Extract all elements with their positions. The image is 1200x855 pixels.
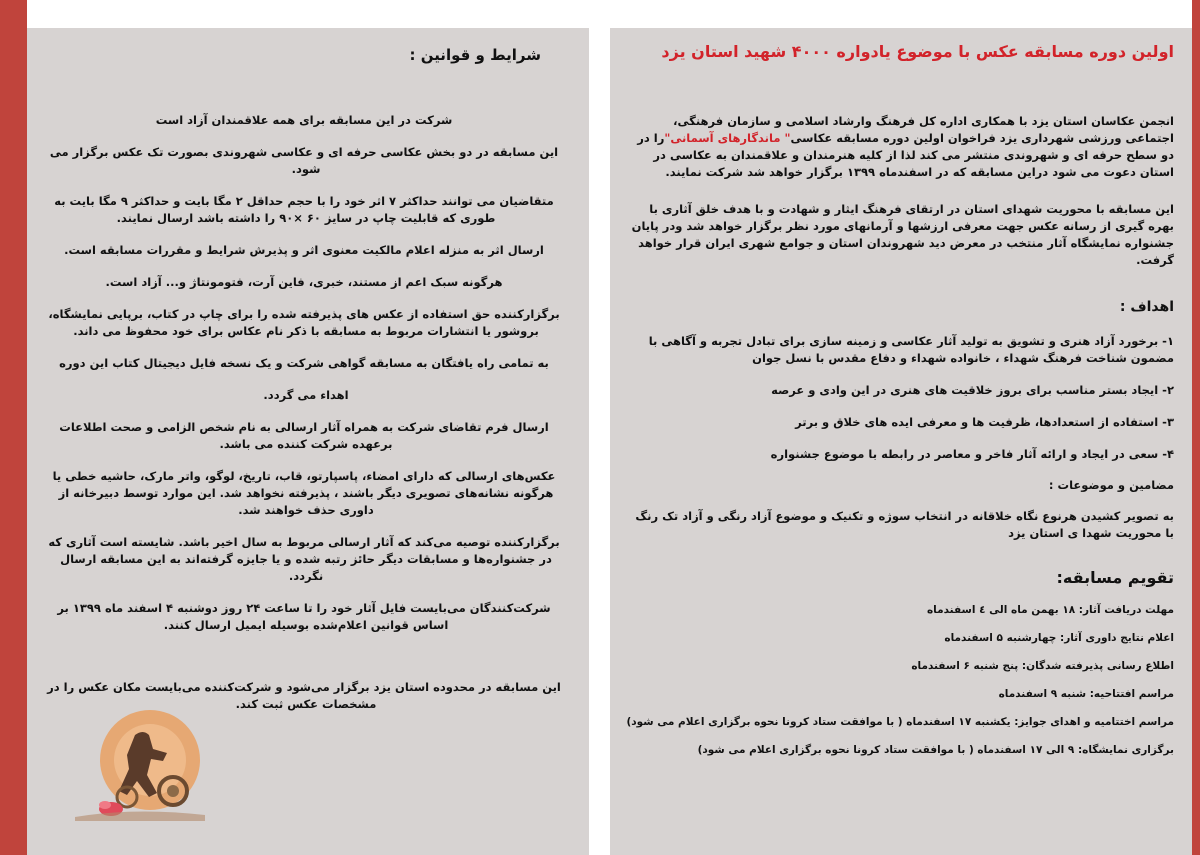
calendar-item: مراسم افتتاحیه: شنبه ۹ اسفندماه <box>998 688 1174 700</box>
photographer-illustration <box>65 705 215 825</box>
rules-panel <box>27 28 589 855</box>
ground-shadow <box>75 811 205 821</box>
calendar-item: اعلام نتایج داوری آثار: چهارشنبه ۵ اسفندماه <box>944 632 1174 644</box>
flower-petal-icon <box>99 801 111 809</box>
info-panel <box>610 28 1192 855</box>
campaign-name: " ماندگارهای آسمانی" <box>664 131 791 145</box>
rule-item: به تمامی راه یافتگان به مسابقه گواهی شرکت و یک نسخه فایل دیجیتال کتاب این دوره <box>59 356 549 370</box>
camera-lens-inner-icon <box>167 785 179 797</box>
goals-title: اهداف : <box>1119 299 1174 315</box>
rule-item: این مسابقه در محدوده استان یزد برگزار می‌شود و شرکت‌کننده می‌بایست مکان عکس را در مشخصات عکس ثبت کند. <box>47 680 561 711</box>
rule-item: برگزارکننده حق استفاده از عکس های پذیرفته شده را برای چاپ در کتاب، برپایی نمایشگاه، بروشور یا انتشارات مربوط به مسابقه با ذکر نام عکاس برای خود محفوظ می داند. <box>48 307 560 338</box>
rule-item: متقاضیان می توانند حداکثر ۷ اثر خود را با حجم حداقل ۲ مگا بایت و حداکثر ۹ مگا بایت به طوری که قابلیت چاپ در سایز ۶۰ ×۹۰ را داشته باشد ارسال نمایند. <box>54 194 554 225</box>
goal-item: ۱- برخورد آزاد هنری و تشویق به تولید آثار عکاسی و زمینه سازی برای تبادل تجربه و آگاهی با مضمون شناخت فرهنگ شهداء ، خانواده شهداء و دفاع مقدس با نسل جوان <box>648 334 1174 365</box>
rules-title: شرایط و قوانین : <box>409 46 541 64</box>
themes-label: مضامین و موضوعات : <box>1048 478 1174 492</box>
goal-item: ۳- استفاده از استعدادها، ظرفیت ها و معرفی ایده های خلاق و برتر <box>795 415 1174 429</box>
rule-item-continued: اهداء می گردد. <box>263 388 349 402</box>
rule-item: شرکت‌کنندگان می‌بایست فایل آثار خود را تا ساعت ۲۴ روز دوشنبه ۴ اسفند ماه ۱۳۹۹ بر اساس قوانین اعلام‌شده بوسیله ایمیل ارسال کنند. <box>57 601 551 632</box>
goal-item: ۴- سعی در ایجاد و ارائه آثار فاخر و معاصر در رابطه با موضوع جشنواره <box>770 447 1174 461</box>
rule-item: شرکت در این مسابقه برای همه علاقمندان آزاد است <box>155 113 453 127</box>
goal-item: ۲- ایجاد بستر مناسب برای بروز خلاقیت های هنری در این وادی و عرصه <box>771 383 1174 397</box>
rule-item: ارسال فرم تقاضای شرکت به همراه آثار ارسالی به نام شخص الزامی و صحت اطلاعات برعهده شرکت کننده می باشد. <box>59 420 549 451</box>
page-title: اولین دوره مسابقه عکس با موضوع یادواره ۴۰۰۰ شهید استان یزد <box>661 42 1174 61</box>
calendar-title: تقویم مسابقه: <box>1056 568 1174 587</box>
rule-item: ارسال اثر به منزله اعلام مالکیت معنوی اثر و پذیرش شرایط و مقررات مسابقه است. <box>64 243 544 257</box>
intro-paragraph: انجمن عکاسان استان یزد با همکاری اداره کل فرهنگ وارشاد اسلامی و سازمان فرهنگی، اجتماعی ورزشی شهرداری یزد فراخوان اولین دوره مسابقه عکاسی" ماندگارهای آسمانی"را در دو سطح حرفه ای و شهروندی منتشر می کند لذا از کلیه هنرمندان و علاقمندان به عکاسی در استان دعوت می شود دراین مسابقه که در اسفندماه ۱۳۹۹ برگزار خواهد شد شرکت نمایند. <box>637 114 1174 179</box>
themes-text: به تصویر کشیدن هرنوع نگاه خلاقانه در انتخاب سوژه و تکنیک و موضوع آزاد رنگی و آزاد تک رنگ با محوریت شهدا ی استان یزد <box>635 509 1174 540</box>
rule-item: هرگونه سبک اعم از مستند، خبری، فاین آرت، فتومونتاژ و... آزاد است. <box>105 275 503 289</box>
calendar-item: برگزاری نمایشگاه: ۹ الی ۱۷ اسفندماه ( با موافقت ستاد کرونا نحوه برگزاری اعلام می شود) <box>697 744 1174 756</box>
calendar-item: اطلاع رسانی پذیرفته شدگان: پنج شنبه ۶ اسفندماه <box>911 660 1174 672</box>
calendar-item: مراسم اختتامیه و اهدای جوایز: یکشنبه ۱۷ اسفندماه ( با موافقت ستاد کرونا نحوه برگزاری اعلام می شود) <box>626 716 1174 728</box>
intro-paragraph-2: این مسابقه با محوریت شهدای استان در ارتقای فرهنگ ایثار و شهادت و با هدف خلق آثاری با بهره گیری از رسانه عکس جهت معرفی ارزشها و آرمانهای مورد نظر برگزار خواهد شد ودر پایان جشنواره نمایشگاه آثار منتخب در معرض دید شهروندان استان و جوامع شهری ایران قرار خواهد گرفت. <box>631 202 1174 267</box>
rule-item: این مسابقه در دو بخش عکاسی حرفه ای و عکاسی شهروندی بصورت تک عکس برگزار می شود. <box>49 145 559 176</box>
rule-item: عکس‌های ارسالی که دارای امضاء، پاسپارتو، قاب، تاریخ، لوگو، واتر مارک، حاشیه خطی یا هرگونه نشانه‌های تصویری دیگر باشند ، پذیرفته نخواهد شد. این موارد توسط دبیرخانه از داوری حذف خواهند شد. <box>52 469 556 517</box>
calendar-item: مهلت دریافت آثار: ۱۸ بهمن ماه الی ٤ اسفندماه <box>926 604 1174 616</box>
right-edge-bar <box>1192 0 1200 855</box>
left-edge-bar <box>0 0 27 855</box>
rule-item: برگزارکننده توصیه می‌کند که آثار ارسالی مربوط به سال اخیر باشد. شایسته است آثاری که در جشنواره‌ها و مسابقات دیگر حائز رتبه شده و یا جایزه گرفته‌اند به این مسابقه ارسال نگردد. <box>48 535 560 583</box>
